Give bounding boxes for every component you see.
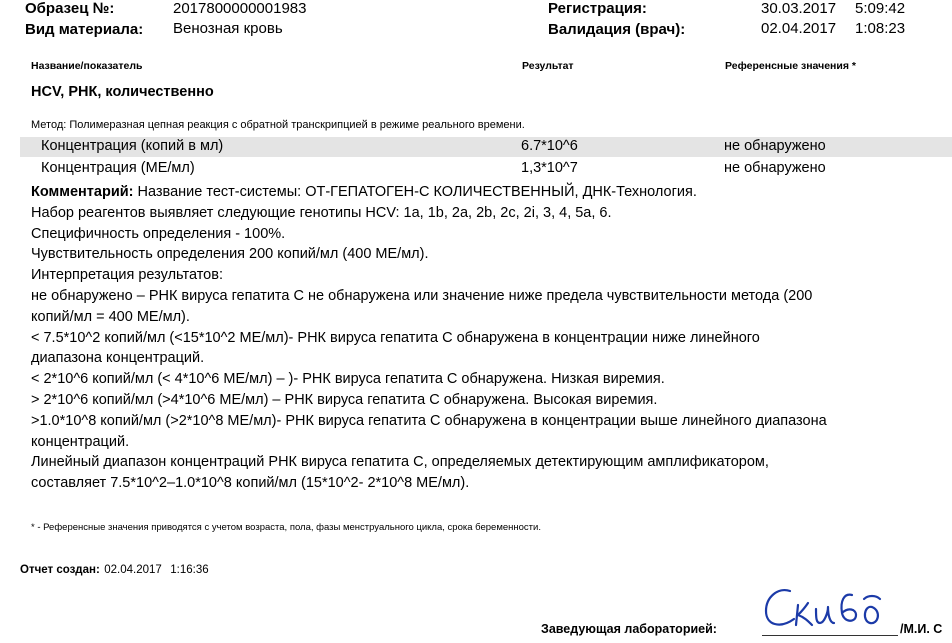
comment-line: >1.0*10^8 копий/мл (>2*10^8 МЕ/мл)- РНК вируса гепатита С обнаружена в концентрации выше линейного диапазона [31, 412, 827, 429]
comment-line: < 7.5*10^2 копий/мл (<15*10^2 МЕ/мл)- РНК вируса гепатита С обнаружена в концентрации ниже линейного [31, 329, 760, 346]
row-result: 1,3*10^7 [521, 160, 578, 176]
signature-label: Заведующая лабораторией: [541, 622, 717, 636]
row-reference: не обнаружено [724, 138, 826, 154]
row-name: Концентрация (копий в мл) [41, 138, 224, 154]
comment-line: Чувствительность определения 200 копий/мл (400 МЕ/мл). [31, 246, 429, 263]
report-created [20, 560, 209, 578]
row-name: Концентрация (МЕ/мл) [41, 160, 195, 176]
comment-line: диапазона концентраций. [31, 350, 205, 367]
comment-line: < 2*10^6 копий/мл (< 4*10^6 МЕ/мл) – )- РНК вируса гепатита С обнаружена. Низкая виремия. [31, 371, 665, 388]
table-row [20, 137, 952, 157]
report-created-time: 1:16:36 [170, 564, 209, 576]
material-value: Венозная кровь [173, 20, 283, 37]
comments-block [31, 182, 931, 494]
material-label: Вид материала: [25, 21, 144, 38]
comment-line: Набор реагентов выявляет следующие генотипы HCV: 1a, 1b, 2a, 2b, 2c, 2i, 3, 4, 5a, 6. [31, 204, 612, 221]
comment-first-line [31, 182, 931, 203]
table-row [20, 159, 952, 179]
sample-label: Образец №: [25, 0, 115, 17]
validation-time: 1:08:23 [855, 20, 906, 37]
comment-line: концентраций. [31, 433, 130, 450]
signature-name: /М.И. С [900, 622, 943, 636]
test-title: HCV, РНК, количественно [31, 84, 214, 100]
registration-label: Регистрация: [548, 0, 647, 17]
comment-text: Название тест-системы: ОТ-ГЕПАТОГЕН-С КОЛИЧЕСТВЕННЫЙ, ДНК-Технология. [133, 184, 697, 200]
comment-line: > 2*10^6 копий/мл (>4*10^6 МЕ/мл) – РНК вируса гепатита С обнаружена. Высокая виремия. [31, 391, 658, 408]
report-created-label: Отчет создан: [20, 564, 100, 576]
comment-label: Комментарий: [31, 184, 134, 200]
footnote: * - Референсные значения приводятся с учетом возраста, пола, фазы менструального цикла, срока беременности. [31, 522, 541, 533]
column-header-result: Результат [522, 60, 574, 72]
handwritten-signature [760, 583, 890, 638]
comment-line: копий/мл = 400 МЕ/мл). [31, 308, 190, 325]
validation-label: Валидация (врач): [548, 21, 686, 38]
report-created-date: 02.04.2017 [104, 564, 162, 576]
column-header-name: Название/показатель [31, 60, 143, 72]
registration-time: 5:09:42 [855, 0, 906, 17]
registration-date: 30.03.2017 [761, 0, 837, 17]
comment-line: Линейный диапазон концентраций РНК вируса гепатита С, определяемых детектирующим амплификатором, [31, 454, 769, 471]
comment-line: составляет 7.5*10^2–1.0*10^8 копий/мл (15*10^2- 2*10^8 МЕ/мл). [31, 475, 470, 492]
row-result: 6.7*10^6 [521, 138, 578, 154]
comment-line: Интерпретация результатов: [31, 267, 223, 284]
validation-date: 02.04.2017 [761, 20, 837, 37]
comment-line: не обнаружено – РНК вируса гепатита С не обнаружена или значение ниже предела чувствительности метода (200 [31, 287, 813, 304]
method-text: Метод: Полимеразная цепная реакция с обратной транскрипцией в режиме реального времени. [31, 119, 525, 131]
sample-number: 2017800000001983 [173, 0, 307, 17]
row-reference: не обнаружено [724, 160, 826, 176]
comment-line: Специфичность определения - 100%. [31, 225, 286, 242]
column-header-reference: Референсные значения * [725, 60, 856, 72]
